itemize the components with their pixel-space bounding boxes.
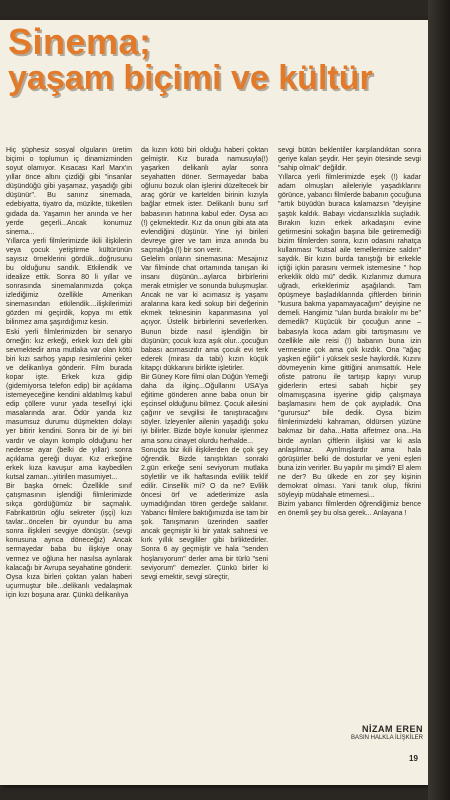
paragraph: Yıllarca yerli filmlerimizde eşek (!) kadar adam olmuşları aileleriyle yaşadıklarını görünce, yabancı filmlerde babanın çocuğuna "artık büyüdün buraca kalamazsın "deyişine şaştık kaldık. Babayı vicdansızlıkla suçladık. Bırakın kızın erkek arkadaşını evine getirmesini sokağın başına bile getiremediği bizim filmlerden sonra, kızın odasını rahatça kullanması "kutsal aile temellerimize saldırı" saydık. Bir kızın burda tanıştığı bir erkekle içtiği içkin parasını vermek istemesine " hop erkeklik öldü mü" dedik. Kızlarımız dumura uğradı, erkeklerimiz aşağılandı. Tam öpüşmeye başladıklarında çiftlerden birinin "kusura bakma yapamayacağım" deyişine ne demeli. Hangimiz "ulan burda bırakılır mı be" demedik? Küçücük bir çocuğun anne – babasıyla koca adam gibi tartışmasını ve özellikle aile reisi (!) babanın buna izin vermesine çok ama çok kızdık. Ona "ağaç yaşken eğilir" i yüksek sesle haykırdık. Kızını dövmeyenin kime gittiğini anımsattık. Hele ofiste patronu ile tartışıp kapıyı vurup giderlerin ertesi sabah hiçbir şey olmamışçasına işyerine gidip çalışmaya başlamasını hem de çok ayıpladık. Ona "gurursuz" bile dedik. Oysa bizim filmlerimizdeki kahraman, öldürsen yüzüne bakmaz bir daha...Hatta affetmez ona...Ha birde ayrılan çiftlerin ilişkisi var ki asla anlaşılmaz. Ayrılmışlardır ama hala görüşürler belki de dosturlar ve yeni eşleri buna izin verirler. Bu yapılır mı şimdi? El alem ne der? Bu ülkede en zor şey kişinin demokrat olması. Yani tanık olup, fikrini söyleyip müdahale etmemesi...: [278, 174, 421, 499]
paragraph: Eski yerli filmlerimizden bir senaryo örneğin: kız erkeği, erkek kızı deli gibi sevmektedir ama mutlaka var olan kötü biri kızı sarhoş yapıp resimlerini çeker ve delikanlıya gönderir. Film burada kopar işte. Erkek kıza gidip (gidemiyorsa telefon edip) bir açıklama istemeyeceğine kendini aldatılmış kabul edip çöllere vurur yada tesellıyi içki masalarında arar. Ödür yanda kız masumsuz durumu düşmekten dolayı yer bitirir kendini. Sonra bir de iyi biri vardır ve olayın komplo olduğunu her nedense ayar (belki de yıllar) sonra açıklama gereği duyar. Kız erkeğine erkek kıza kavuşur ama kaybedilen kutsal zaman...yitirilen masumiyet...: [6, 328, 132, 481]
paragraph: Sonuçta biz ikili ilişkilerden de çok şey öğrendik. Bizde tanıştıktan sonraki 2.gün erkeğe seni seviyorum mutlaka söyletilir ve ilk haftasında evlilik teklif edilir. Cinsellik mi? O da ne? Evlilik öncesi örf ve adetlerimize asla uymadığından tören gerdeğe saklanır. Yabancı filmlere baktığımızda ise tam bir şok. Tanışmanın üzerinden saatler ancak geçmiştir ki bir yatak sahnesi ve kırk yıllık sevgililer gibi birliktedirler. Sonra 6 ay geçmiştir ve hala "senden hoşlanıyorum" derler ama bir türlü "seni seviyorum" demezler. Çünkü birler ki sevgi emektir, sevgi süreçtir,: [141, 446, 268, 581]
column-3: [278, 146, 421, 518]
paragraph: Bir Güney Kore filmi olan Düğün Yemeği daha da ilginç...Oğullarını USA'ya eğitime gönderen anne baba onun bir eşcinsel olduğunu bilmez. Çocuk ailesini çağırır ve sevgilisi ile tanıştıracağını söyler. İzleyenler ailenin yaşadığı şoku iyi bilirler. Bizde böyle konular işlenmez ama sonu cinayet olurdu herhalde...: [141, 373, 268, 445]
magazine-page: [0, 20, 428, 785]
paragraph: Yıllarca yerli filmlerimizde ikili ilişkilerin veya çocuk yetiştirme kültürünün sayısız örneklerini gördük...doğrusunu bu olduğunu sandık. Etkilendik ve idealize ettik. Sonra 80 li yıllar ve sonrasında sinemalarımızda çokça izlediğimiz özellikle Amerikan sinemasından etkilendik....ilişkilerimizi gözden mi geçirdik, kopya mı ettik bilinmez ama şaşırdığımız kesin.: [6, 237, 132, 327]
paragraph: Hiç şüphesiz sosyal olguların üretim biçimi o toplumun iç dinamizminden soyut olamıyor. Kısacası Karl Marx'ın yıllar önce altını çizdiği gibi "insanlar düşündüğü gibi yaşamaz, yaşadığı gibi düşünür". Bu sanırız sinemada, edebiyatta, tiyatro da, müzikte, tüketilen gıdada da. Yaşamın her anında ve her yerde geçerli...Ancak konumuz sinema...: [6, 147, 132, 236]
author-title: BASIN HALKLA İLİŞKİLER: [350, 735, 423, 741]
page-edge: [428, 0, 450, 800]
page-number: 19: [409, 754, 418, 763]
paragraph: Gelelim onların sinemasına: Mesajınız Var filminde chat ortamında tanışan iki insanı düşünün...aylarca birbirlerini merak etmişler ve sonunda buluşmuşlar. Ancak ne var ki acımasız iş yaşamı aralarına kara kedi sokup biri değerinin ekmek teknesinin kapanmasına yol açıyor. Üstelik birbirlerini severlerken. Bunun bizde nasıl işlendiğin bir düşünün; çocuk kıza aşık olur...çocuğun babası acımasızdır ama çocuk evi terk ederek (mirası da tabi) kızın küçük kitapçı dükkanını birlikte işletirler.: [141, 255, 268, 372]
column-2: [141, 146, 268, 582]
column-1: [6, 146, 132, 600]
author-name: NİZAM EREN: [362, 724, 423, 734]
paragraph: Bizim yabancı filmlerden öğrendiğimiz bence en önemli şey bu olsa gerek... Anlayana !: [278, 501, 421, 518]
paragraph: da kızın kötü biri olduğu haberi çoktan gelmiştir. Kız burada namusuyla(!) yaşarken delikanlı aylar sonra seyahatten döner. Sermayedar baba oğlunu bozuk olan işlerini düzeltecek bir araç görür ve kartelden birinin kızıyla bağlar etmek ister. Delikanlı bunu sırf babasının hatırına kabul eder. Oysa acı (!) çekmektedir. Kız da onun gibi ata ata evlendiğini düşünür. Yine iyi birileri devreye girer ve tam imza anında bu saçmalığa (!) bir son verir.: [141, 147, 268, 254]
author-signature: [335, 724, 423, 741]
paragraph: Bir başka örnek: Özellikle sınıf çatışmasının işlendiği filmlerimizde sıkça gördüğümüz bir saçmalık. Fabrikatörün oğlu sekreter (işçi) kızı tavlar...öncelen bir oyundur bu ama sonra ilişkileri sevgiye dönüşür. (sevgi konusuna ayrıca döneceğiz) Ancak sermayedar baba bu ilişkiye onay vermez ve oğluna her nasılsa ayrılarak kalacağı bir Avrupa seyahatine gönderir. Oysa kıza birleri çoktan yalan haberi uçurmuştur bile...delikanlı vedalaşmak için kızı boşuna arar. Çünkü delikanlıya: [6, 482, 132, 599]
title-line-2: yaşam biçimi ve kültür: [8, 58, 373, 97]
article-title: [8, 21, 423, 97]
title-line-1: Sinema;: [8, 21, 152, 62]
paragraph: sevgi bütün beklentiler karşılandıktan sonra geriye kalan şeydir. Her şeyin ötesinde sevgi "sahip olmak" değildir.: [278, 147, 421, 173]
